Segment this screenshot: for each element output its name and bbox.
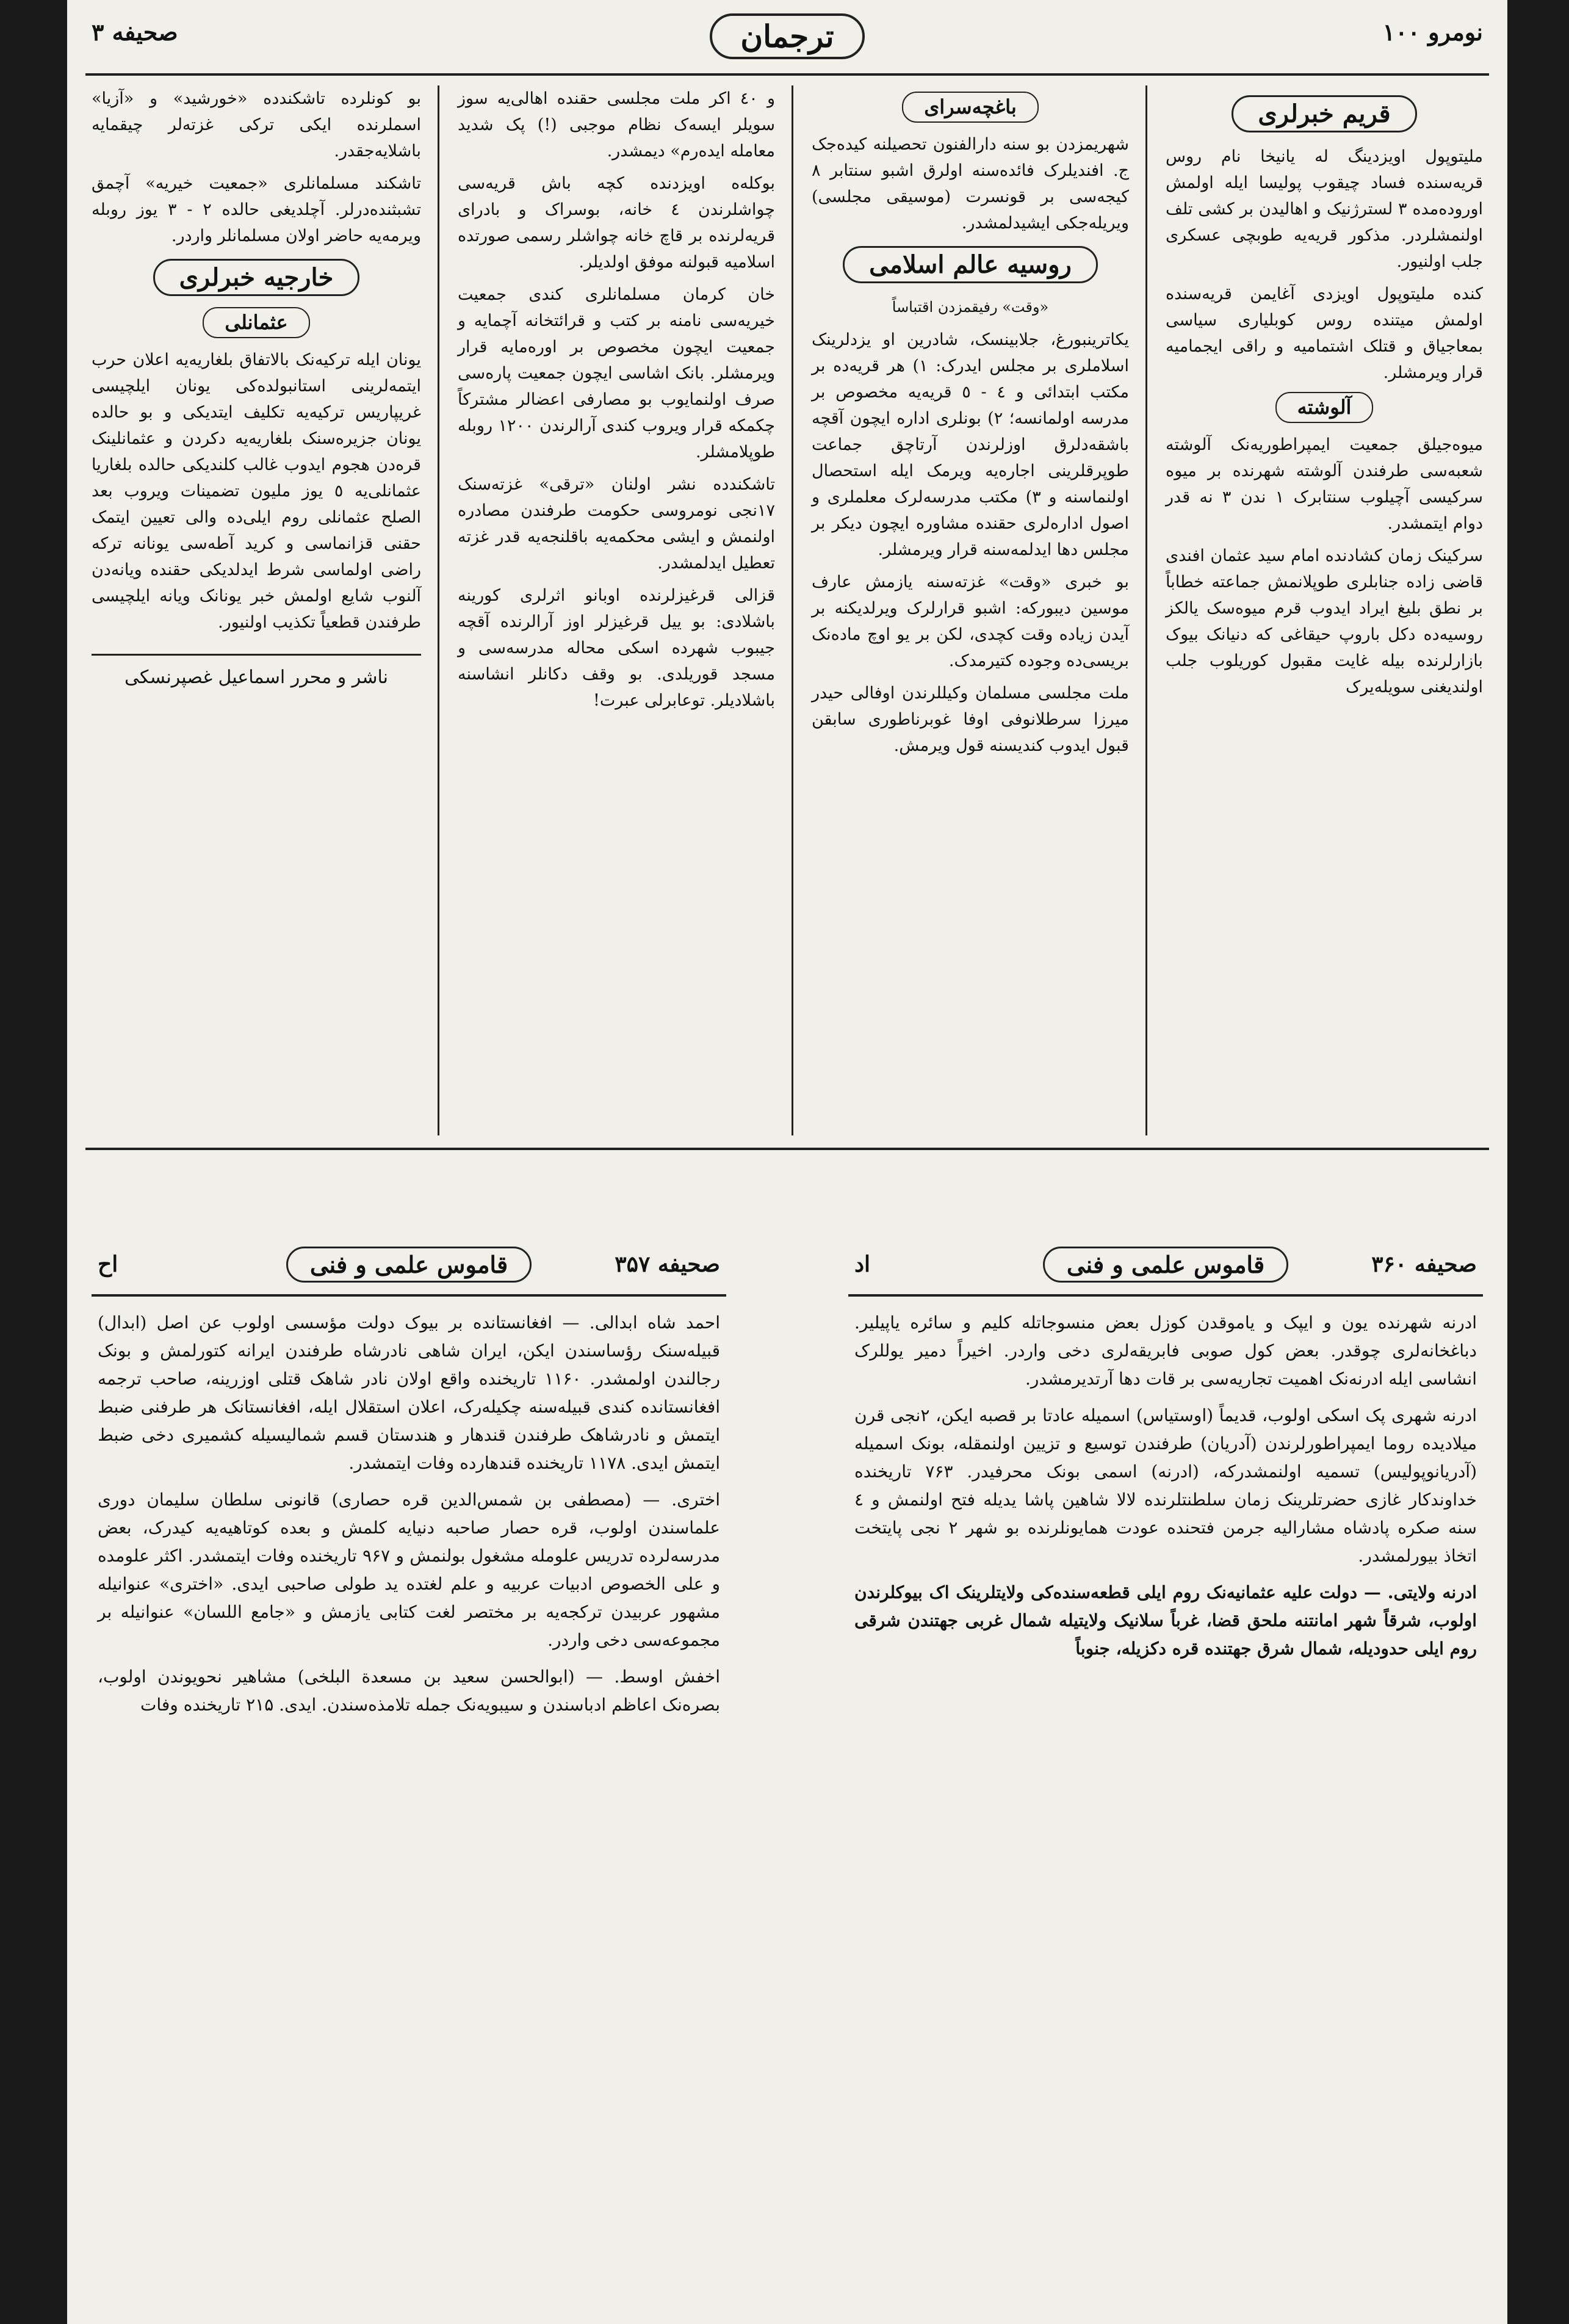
column-rule [792,85,793,1135]
section-subtitle: آلوشته [1275,392,1374,423]
paragraph: تاشکندده نشر اولنان «ترقی» غزته‌سنک ۱۷نجی نومروسی حکومت طرفندن مصادره اولنمش و ایشی محکمه‌یه باقلنجه‌یه قدر غزته تعطیل ایدلمشدر. [458,475,775,573]
paragraph: ملیتوپول اویزدینگ له یانیخا نام روس قریه‌سنده فساد چیقوب پولیسا ایله اولمش اوروده‌مده ۳ لسترژنیک و اهالیدن بر کشی تلف اولنمشلردر. مذکور قریه‌یه طوبچی عسکری جلب اولنیور. [1166,147,1483,271]
dictionary-letters: اد [854,1251,871,1277]
paragraph: ادرنه شهری پک اسکی اولوب، قدیماً (اوستیاس) اسمیله عادتا بر قصبه ایکن، ۲نجی قرن میلادیده روما ایمپراطورلرندن (آدریان) طرفندن توسیع و تزیین اولنمقله، بونک اسمیله (آدریانوپولیس) تسمیه اولنمشدرکه، (ادرنه) اسمی بونک محرفیدر. ۷۶۳ تاریخنده خداوندکار غازی حضرتلرینک زمان سلطنتلرنده لالا شاهین پاشا یدیله فتح اولنمش و ٤ سنه صکره پادشاه مشارالیه جرمن فتحنده عودت همایونلرنده بو شهر ۲ نجی پایتخت اتخاذ بیورلمشدر. [854,1405,1477,1566]
paragraph: و ٤٠ اکر ملت مجلسی حقنده اهالی‌یه سوز سویلر ایسه‌ک نظام موجبی (!) پک شدید معامله ایدەرم» دیمشدر. [458,89,775,161]
header-rule [85,73,1489,76]
paragraph: ادرنه شهرنده یون و ایپک و یاموقدن کوزل بعض منسوجاتله کلیم و سائره یاپیلیر. دباغخانه‌لری چوقدر. بعض کول صوبی فابریقه‌لری دخی واردر. اخیراً دمیر یوللرک انشاسی ایله ادرنه‌نک اهمیت تجاریه‌سی بر قات دها آرتدیرمشدر. [854,1312,1477,1389]
dictionary-title: قاموس علمی و فنی [1043,1247,1288,1283]
section-subtitle: باغچه‌سرای [902,92,1039,123]
dictionary-letters: اح [98,1251,118,1277]
page-bottom-rule [85,1148,1489,1150]
dictionary-page-number: صحیفه ۳۵۷ [615,1251,720,1277]
masthead-title: ترجمان [710,13,864,59]
paragraph: تاشکند مسلمانلری «جمعیت خیریه» آچمق تشبثنده‌درلر. آچلدیغی حالده ۲ - ۳ یوز روبله ویرمه‌یه حاضر اولان مسلمانلر واردر. [92,174,421,245]
paragraph: اخفش اوسط. — (ابوالحسن سعید بن مسعدة البلخی) مشاهیر نحویوندن اولوب، بصره‌نک اعاظم ادباسندن و سیبویه‌نک جمله تلامذه‌سندن. ایدی. ۲۱۵ تاریخنده وفات [98,1667,720,1715]
paragraph: ملت مجلسی مسلمان وکیللرندن اوفالی حیدر میرزا سرطلانوفی اوفا غوبرناطوری سابقن قبول ایدوب کندیسنه قول ویرمش. [812,684,1129,755]
paragraph: اختری. — (مصطفی بن شمس‌الدین قره حصاری) قانونی سلطان سلیمان دوری علماسندن اولوب، قره حصار صاحبه دنیایه کلمش و بعده کوتاهیه‌یه کیدرک، بعض مدرسه‌لرده تدریس علومله مشغول بولنمش و ۹۶۷ تاریخنده وفات ایتمشدر. اکثر علومده و علی الخصوص ادبیات عربیه و علم لغتده ید طولی صاحبی ایدی. «اختری» عنوانیله مشهور عربیدن ترکجه‌یه بر مختصر لغت کتابی یازمش و «جامع اللسان» عنوانیله بر مجموعه‌سی دخی واردر. [98,1490,721,1650]
column-4 [79,85,433,1135]
dictionary-page-number: صحیفه ۳۶۰ [1371,1251,1477,1277]
section-title: قریم خبرلری [1232,95,1416,132]
paragraph: «وقت» رفیقمزدن اقتباساً [892,299,1049,316]
issue-number: نومرو ۱۰۰ [1382,18,1483,46]
paragraph: بوکله‌ه اویزدنده کچه باش قریه‌سی چواشلرندن ٤ خانه، بوسراک و بادرای قریه‌لرنده بر قاچ خانه چواشلر رسمی صورتده اسلامیه قبولنه موفق اولدیلر. [458,174,775,272]
column-3 [445,85,787,1135]
paragraph: شهریمزدن بو سنه دارالفنون تحصیلنه کیدەجک ج. افندیلرک فائده‌سنه اولرق اشبو سنتابر ۸ کیجه‌سی بر قونسرت (موسیقی مجلسی) ویریله‌جکی ایشیدلمشدر. [812,135,1129,233]
newspaper-header [67,0,1507,73]
column-rule [1145,85,1147,1135]
paragraph: خان کرمان مسلمانلری کندی جمعیت خیریه‌سی نامنه بر کتب و قرائتخانه آچمایه و جمعیت ایچون مخصوص بر اوره‌مایه قرار ویرمشلر. بانک اشاسی ایچون جمعیت پاره‌سی صرف اولنمایوب بو مصارفی اعضالر مشترکاً چکمکه قرار ویروب کندی آرالرندن ۱۲۰۰ روبله طوپلامشلر. [458,285,775,462]
section-subtitle: عثمانلی [203,307,309,338]
paragraph: میوه‌جیلق جمعیت ایمپراطوریه‌نک آلوشته شعبه‌سی طرفندن آلوشته شهرنده بر میوه سرکیسی آچیلوب سنتابرک ۱ ندن ۳ نه قدر دوام ایتمشدر. [1166,435,1483,533]
section-title: روسیه عالم اسلامی [843,246,1098,283]
page-label: صحیفه ۳ [92,18,178,46]
paragraph: کنده ملیتوپول اویزدی آغایمن قریه‌سنده اولمش میتنده روس کوبلیاری سیاسی بمعاجیاق و قتلک اشتمامیه و راقی ایجمامیه قرار ویرمشلر. [1166,284,1483,382]
column-rule [438,85,439,1135]
section-title: خارجیه خبرلری [153,259,360,296]
paragraph: سرکینک زمان کشادنده امام سید عثمان افندی قاضی زاده جنابلری طوپلانمش جماعته خطاباً بر نطق بلیغ ایراد ایدوب قرم میوه‌سک یالکز روسیه‌ده دکل باروپ حیقاغی که دنیانک بیوک بازارلرنده بیله غایت مقبول کوریلوب جلب اولندیغنی سویله‌یرک [1166,546,1483,697]
paragraph: احمد شاه ابدالی. — افغانستانده بر بیوک دولت مؤسسی اولوب عن اصل (ابدال) قبیله‌سنک رؤساسندن ایکن، ایران شاهی نادرشاه طرفندن ایرانه کتورلمش و بونک رجالندن اولمشدر. ۱۱۶۰ تاریخنده واقع اولان نادر شاهک قتلی اوزرینه، صاحب ترجمه افغانستانده کندی قبیله‌سنه چکیله‌رک، اعلان استقلال ایله، افغانستانک هر طرفنی ضبط ایتمش و نادرشاهک طرفندن قندهار و هندستان قسم شمالیسیله کشمیری دخی ضبط ایتمش ایدی. ۱۱۷۸ تاریخنده قندهارده وفات ایتمشدر. [98,1312,720,1473]
dictionary-page-left [92,1233,726,2308]
paragraph: یونان ایله ترکیه‌نک بالاتفاق بلغاریه‌یه اعلان حرب ایتمەلرینی استانبولده‌کی یونان ایلچیسی غریپاریس ترکیه‌یه تکلیف ایتدیکی و بو حالده یونان جزیره‌سنک بلغاریه‌یه دکردن و عثمانلینک قره‌دن هجوم ایدوب غالب کلندیکی حالده بلغاریا عثمانلی‌یه ٥ یوز ملیون تضمینات ویروب بعد الصلح عثمانلی روم ایلی‌ده والی تعیین ایتمک حقنی قزانماسی و کرید آطه‌سی یونانه ترکه راضی اولماسی شرط ایدلدیکی حقنده ویانه‌دن آلنوب شایع اولمش خبر یونانک ویانه ایلچیسی طرفندن قطعیاً تکذیب اولنیور. [92,350,422,632]
column-2 [799,85,1141,1135]
paragraph: قزالی قرغیزلرنده اوبانو اثرلری کورینه باشلادی: بو ییل قرغیزلر اوز آرالرنده آقچه جیبوب شهرده اسکی محاله مدرسه‌سی و مسجد قوریلدی. بو وقف دکانلر انشاسنه باشلادیلر. توعابرلی عبرت! [458,586,775,710]
dictionary-page-right [848,1233,1483,2308]
paragraph: بو کونلرده تاشکندده «خورشید» و «آزیا» اسملرنده ایکی ترکی غزته‌لر چیقمایه باشلایه‌جقدر. [92,89,421,161]
colophon: ناشر و محرر اسماعیل غصپرنسکی [92,654,421,690]
paragraph: ادرنه ولایتی. — دولت علیه عثمانیه‌نک روم ایلی قطعه‌سنده‌کی ولایتلرینک اک بیوکلرندن اولوب، شرقاً شهر امانتنه ملحق قضا، غرباً سلانیک ولایتیله شمال غربی جهتندن شرقی روم ایلی حدودیله، شمال شرق جهتنده قره دکزیله، جنوباً [854,1582,1477,1659]
paragraph: بو خبری «وقت» غزته‌سنه یازمش عارف موسین دیبورکه: اشبو قرارلرک ویرلدیکنه بر آیدن زیاده وقت کچدی، لکن بر یو اوچ ماده‌نک بریسی‌ده وجوده کتیرمدک. [812,573,1129,670]
dictionary-title: قاموس علمی و فنی [286,1247,532,1283]
newspaper-page [67,0,1507,2324]
column-1 [1153,85,1495,1135]
paragraph: یکاترینبورغ، جلابینسک، شادرین او یزدلرینک اسلاملری بر مجلس ایدرک: ۱) هر قریه‌ده بر مکتب ابتدائی و ٤ - ٥ قریه‌یه مخصوص بر مدرسه اولمانسه؛ ۲) بونلری اداره ایچون آقچه باشقه‌دلرق اوزلرندن آرتاچق جماعت طوپرقلرینی اجاره‌یه ویرمک ایله استحصال اولنماسنه و ۳) مکتب مدرسه‌لرک معلملری و اصول ادارەلری حقنده مشاوره ایچون دیکر بر مجلس دها ایدلمەسنه قرار ویرمشلر. [812,330,1130,559]
